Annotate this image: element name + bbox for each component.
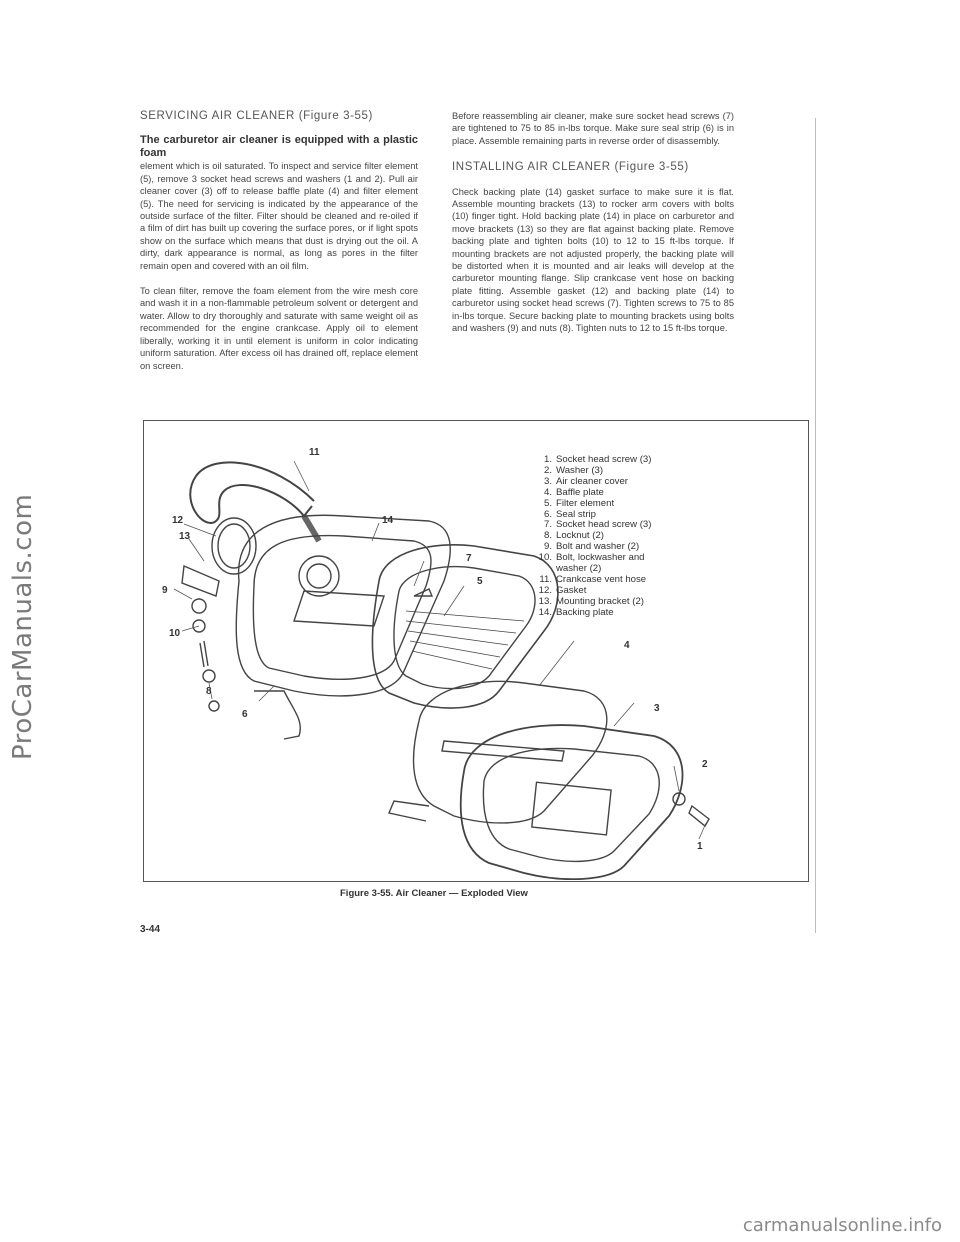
section-heading-servicing: SERVICING AIR CLEANER (Figure 3-55) bbox=[140, 110, 373, 122]
legend-item: 9. Bolt and washer (2) bbox=[543, 541, 640, 553]
right-column bbox=[452, 110, 734, 348]
callout-12: 12 bbox=[172, 515, 184, 526]
parts-legend bbox=[530, 455, 666, 619]
legend-item: 7. Socket head screw (3) bbox=[543, 519, 652, 531]
footer-watermark: carmanualsonline.info bbox=[742, 1215, 942, 1236]
section-heading-installing: INSTALLING AIR CLEANER (Figure 3-55) bbox=[452, 161, 689, 174]
legend-item: 12. Gasket bbox=[538, 584, 587, 596]
servicing-body-text: element which is oil saturated. To inspect and service filter element (5), remove 3 socket head screws and washers (1 and 2). Pull air cleaner cover (3) off to release baffle plate (4) and filter element (5). The need for servicing is indicated by the appearance of the outside surface of the filter. Filter should be cleaned and re-oiled if a film of dirt has built up covering the surface pores, or if light spots show on the surface which means that dust is drying out the oil. A dirty, dark appearance is normal, as long as pores in the filter remain open and covered with an oil film. bbox=[140, 161, 418, 271]
figure-caption: Figure 3-55. Air Cleaner — Exploded View bbox=[340, 888, 528, 899]
callout-10: 10 bbox=[169, 628, 181, 639]
legend-item: 3. Air cleaner cover bbox=[543, 475, 628, 487]
legend-item: 6. Seal strip bbox=[543, 508, 596, 520]
side-watermark: ProCarManuals.com bbox=[8, 493, 38, 760]
legend-item: 11. Crankcase vent hose bbox=[539, 573, 647, 585]
callout-5: 5 bbox=[477, 576, 483, 587]
baffle-plate bbox=[414, 681, 607, 823]
callout-3: 3 bbox=[654, 703, 660, 714]
servicing-lead-text: The carburetor air cleaner is equipped with a plastic foam bbox=[140, 134, 418, 160]
servicing-paragraph-1 bbox=[140, 134, 418, 272]
figure-exploded-view bbox=[143, 420, 809, 882]
crankcase-vent-hose bbox=[190, 462, 314, 523]
page-edge-rule bbox=[815, 118, 816, 933]
left-column bbox=[140, 110, 418, 385]
legend-item: 5. Filter element bbox=[543, 497, 615, 509]
legend-item: 14. Backing plate bbox=[538, 606, 614, 618]
callout-9: 9 bbox=[162, 585, 168, 596]
callout-1: 1 bbox=[697, 841, 703, 852]
callout-8: 8 bbox=[206, 686, 212, 697]
legend-item: 13. Mounting bracket (2) bbox=[538, 595, 644, 607]
legend-item: 1. Socket head screw (3) bbox=[543, 454, 652, 465]
mounting-bracket bbox=[182, 566, 219, 596]
callout-14: 14 bbox=[382, 515, 394, 526]
installing-paragraph: Check backing plate (14) gasket surface to make sure it is flat. Assemble mounting brackets (13) to rocker arm covers with bolts (10) finger tight. Hold backing plate (14) in place on carburetor and move brackets (13) so they are flat against backing plate. Remove backing plate and tighten bolts (10) to 12 to 15 ft-lbs torque. If mounting brackets are not adjusted properly, the backing plate will be distorted when it is mounted and air leaks will develop at the carburetor mounting flange. Slip crankcase vent hose on backing plate fitting. Assemble gasket (12) and backing plate (14) to carburetor using socket head screws (7). Tighten screws to 75 to 85 in-lbs torque. Secure backing plate to mounting brackets using bolts and washers (9) and nuts (8). Tighten nuts to 12 to 15 ft-lbs torque. bbox=[452, 186, 734, 334]
servicing-paragraph-2: To clean filter, remove the foam element from the wire mesh core and wash it in a non-flammable petroleum solvent or detergent and water. Allow to dry thoroughly and saturate with same weight oil as recommended for the engine crankcase. Apply oil to element liberally, working it in until element is uniform in color indicating uniform saturation. After excess oil has drained off, replace element on screen. bbox=[140, 286, 418, 371]
legend-item: 4. Baffle plate bbox=[543, 486, 604, 498]
callout-6: 6 bbox=[242, 709, 248, 720]
air-cleaner-drawing bbox=[144, 421, 807, 880]
callout-7: 7 bbox=[466, 553, 472, 564]
callout-13: 13 bbox=[179, 531, 191, 542]
callout-4: 4 bbox=[624, 640, 630, 651]
callout-11: 11 bbox=[309, 447, 320, 458]
legend-item: 8. Locknut (2) bbox=[543, 530, 604, 542]
page-number: 3-44 bbox=[140, 924, 161, 935]
legend-item: 10. Bolt, lockwasher and washer (2) bbox=[538, 552, 645, 575]
callout-2: 2 bbox=[702, 759, 708, 770]
legend-item: 2. Washer (3) bbox=[543, 464, 604, 476]
reassembly-paragraph: Before reassembling air cleaner, make sure socket head screws (7) are tightened to 75 to 85 in-lbs torque. Make sure seal strip (6) is in place. Assemble remaining parts in reverse order of disassembly. bbox=[452, 111, 734, 146]
